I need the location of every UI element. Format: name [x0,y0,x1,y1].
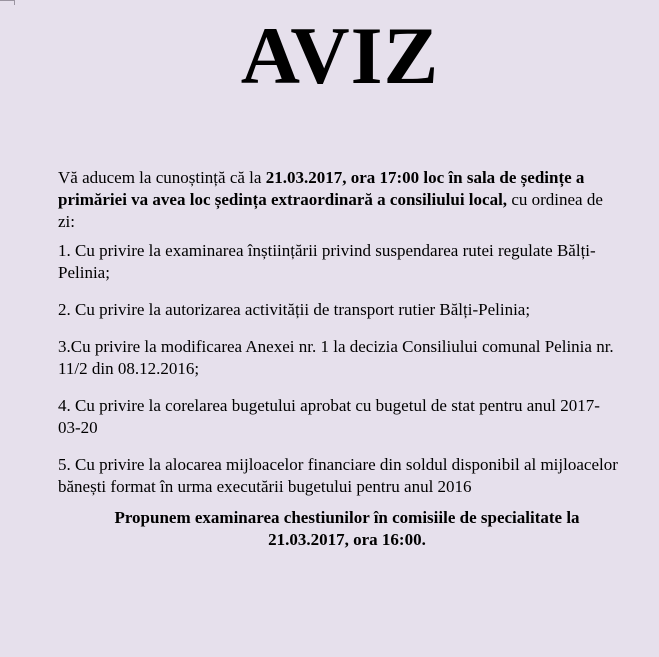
intro-bold-text: 21.03.2017, ora 17:00 loc în sala de ședințe a primăriei va avea loc ședința extraordinară a consiliului local, [58,168,585,209]
intro-text: Vă aducem la cunoștință că la [58,168,266,187]
agenda-item-2: 2. Cu privire la autorizarea activității de transport rutier Bălți-Pelinia; [58,300,531,319]
agenda-item-3: 3.Cu privire la modificarea Anexei nr. 1 la decizia Consiliului comunal Pelinia nr. 11/2 din 08.12.2016; [58,337,614,378]
closing-statement: Propunem examinarea chestiunilor în comisiile de specialitate la 21.03.2017, ora 16:00. [114,508,580,549]
page-title: AVIZ [240,10,440,101]
intro-text-end: cu ordinea de zi: [58,190,603,231]
page-corner-mark [0,0,15,5]
notice-body [58,167,618,551]
agenda-item-1: 1. Cu privire la examinarea înștiințării privind suspendarea rutei regulate Bălți-Pelinia; [58,241,596,282]
intro-paragraph [58,167,618,233]
agenda-item-5: 5. Cu privire la alocarea mijloacelor financiare din soldul disponibil al mijloacelor bănești format în urma executării bugetului pentru anul 2016 [58,455,618,496]
agenda-item-4: 4. Cu privire la corelarea bugetului aprobat cu bugetul de stat pentru anul 2017-03-20 [58,396,600,437]
